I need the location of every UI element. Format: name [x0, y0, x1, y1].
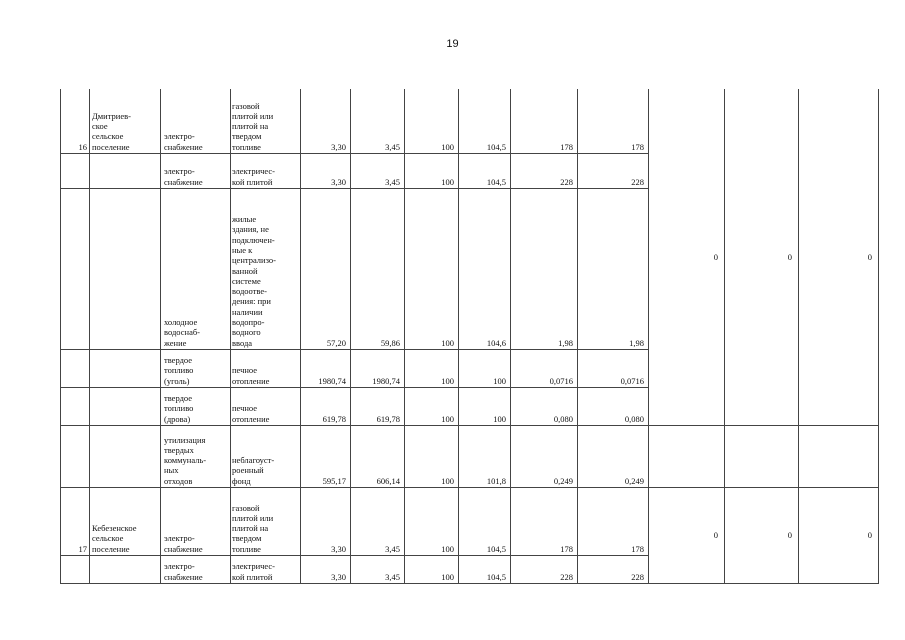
value-c2: 619,78 — [376, 413, 400, 424]
value-c2: 3,45 — [385, 176, 400, 187]
value-c3: 100 — [441, 141, 454, 152]
value-c2: 1980,74 — [372, 375, 400, 386]
settlement-name: Дмитриев- ское сельское поселение — [92, 110, 131, 152]
service-type: твердое топливо (уголь) — [164, 355, 194, 386]
consumer-category: жилые здания, не подключен- ные к централизо- ванной системе водоотве- дения: при наличии водопро- водного ввода — [232, 214, 276, 348]
value-c5: 1,98 — [558, 337, 573, 348]
service-type: электро- снабжение — [164, 166, 203, 187]
value-c3: 100 — [441, 176, 454, 187]
value-c6: 0,0716 — [620, 375, 644, 386]
value-c3: 100 — [441, 337, 454, 348]
value-c1: 3,30 — [331, 141, 346, 152]
value-c6: 178 — [631, 141, 644, 152]
value-c3: 100 — [441, 413, 454, 424]
value-c4: 100 — [493, 413, 506, 424]
value-c5: 0,249 — [553, 475, 573, 486]
block16-zero-value: 0 — [787, 251, 792, 262]
value-c2: 3,45 — [385, 141, 400, 152]
value-c4: 100 — [493, 375, 506, 386]
value-c6: 178 — [631, 543, 644, 554]
service-type: утилизация твердых коммуналь- ных отходов — [164, 434, 207, 486]
value-c4: 104,5 — [486, 176, 506, 187]
value-c4: 104,5 — [486, 141, 506, 152]
value-c6: 0,249 — [624, 475, 644, 486]
value-c5: 0,0716 — [549, 375, 573, 386]
block17-zero-value: 0 — [713, 529, 718, 540]
consumer-category: газовой плитой или плитой на твердом топливе — [232, 100, 274, 152]
consumer-category: электричес- кой плитой — [232, 561, 276, 582]
value-c5: 178 — [560, 543, 573, 554]
consumer-category: электричес- кой плитой — [232, 166, 276, 187]
value-c5: 228 — [560, 571, 573, 582]
value-c2: 59,86 — [380, 337, 400, 348]
value-c6: 228 — [631, 176, 644, 187]
consumer-category: неблагоуст- роенный фонд — [232, 455, 275, 486]
value-c1: 57,20 — [326, 337, 346, 348]
value-c5: 0,080 — [553, 413, 573, 424]
service-type: холодное водоснаб- жение — [164, 317, 200, 348]
value-c6: 228 — [631, 571, 644, 582]
row-number: 16 — [78, 141, 87, 152]
value-c4: 104,6 — [486, 337, 506, 348]
service-type: электро- снабжение — [164, 533, 203, 554]
value-c5: 178 — [560, 141, 573, 152]
value-c1: 1980,74 — [318, 375, 346, 386]
consumer-category: печное отопление — [232, 365, 270, 386]
value-c1: 619,78 — [322, 413, 346, 424]
row-number: 17 — [78, 543, 87, 554]
value-c6: 1,98 — [629, 337, 644, 348]
value-c1: 3,30 — [331, 571, 346, 582]
value-c3: 100 — [441, 571, 454, 582]
value-c6: 0,080 — [624, 413, 644, 424]
service-type: электро- снабжение — [164, 131, 203, 152]
value-c5: 228 — [560, 176, 573, 187]
value-c1: 3,30 — [331, 543, 346, 554]
value-c2: 3,45 — [385, 543, 400, 554]
value-c3: 100 — [441, 375, 454, 386]
service-type: электро- снабжение — [164, 561, 203, 582]
value-c3: 100 — [441, 475, 454, 486]
service-type: твердое топливо (дрова) — [164, 393, 194, 424]
settlement-name: Кебезенское сельское поселение — [92, 523, 137, 554]
value-c1: 595,17 — [322, 475, 346, 486]
value-c4: 104,5 — [486, 543, 506, 554]
block17-zero-value: 0 — [867, 529, 872, 540]
consumer-category: печное отопление — [232, 403, 270, 424]
block17-zero-value: 0 — [787, 529, 792, 540]
value-c3: 100 — [441, 543, 454, 554]
value-c2: 606,14 — [376, 475, 400, 486]
value-c4: 104,5 — [486, 571, 506, 582]
value-c1: 3,30 — [331, 176, 346, 187]
value-c2: 3,45 — [385, 571, 400, 582]
consumer-category: газовой плитой или плитой на твердом топливе — [232, 502, 274, 554]
block16-zero-value: 0 — [867, 251, 872, 262]
block16-zero-value: 0 — [713, 251, 718, 262]
page-number: 19 — [446, 38, 459, 50]
value-c4: 101,8 — [486, 475, 506, 486]
